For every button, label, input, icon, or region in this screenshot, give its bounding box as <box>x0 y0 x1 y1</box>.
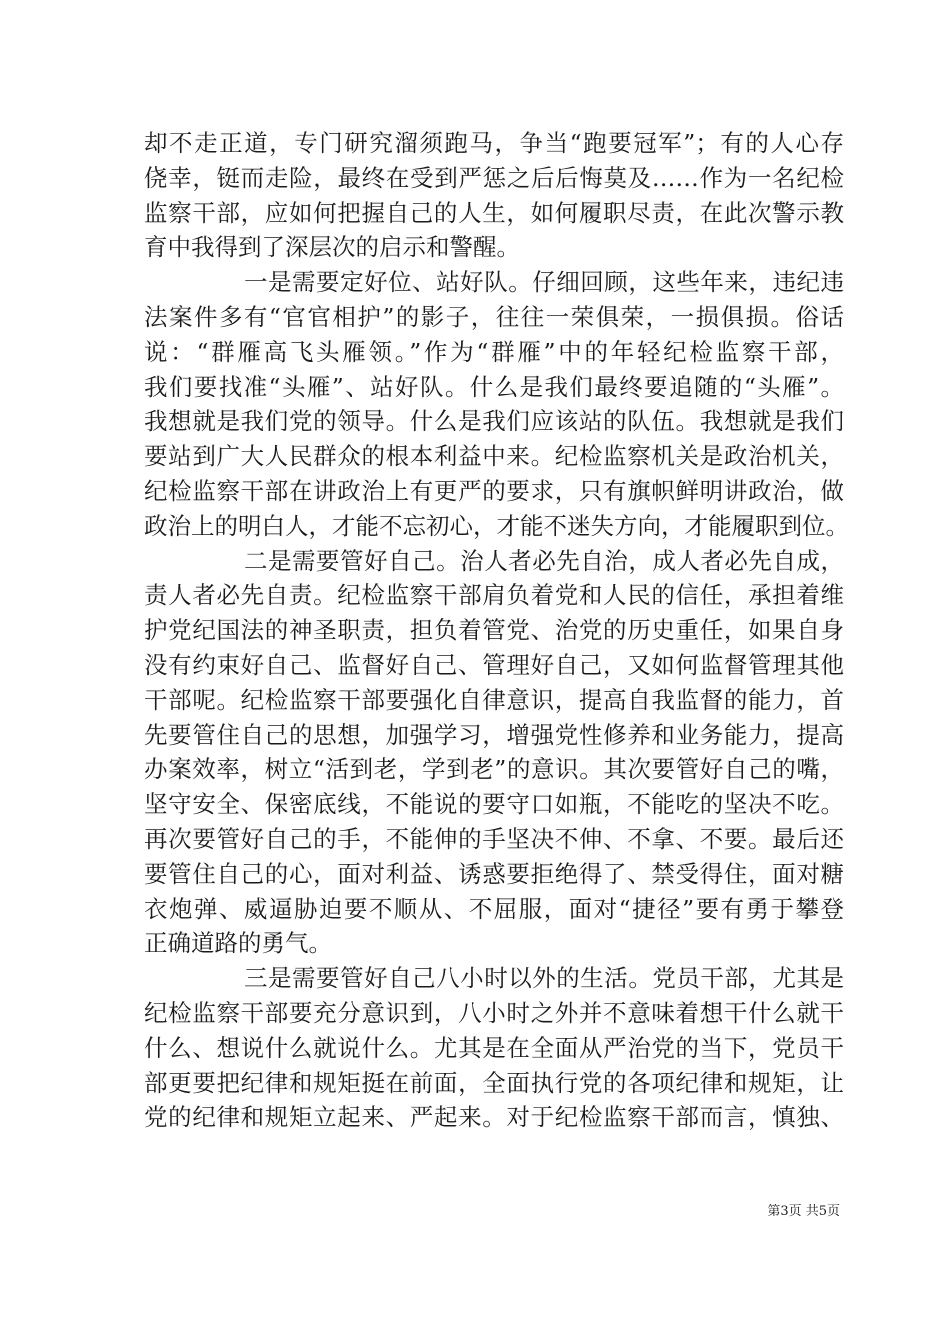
text-line: 干部呢。纪检监察干部要强化自律意识，提高自我监督的能力，首 <box>144 685 844 714</box>
text-line: 坚守安全、保密底线，不能说的要守口如瓶，不能吃的坚决不吃。 <box>144 790 844 819</box>
text-line: 法案件多有“官官相护”的影子，往往一荣俱荣，一损俱损。俗话 <box>144 302 844 331</box>
text-line: 要站到广大人民群众的根本利益中来。纪检监察机关是政治机关， <box>144 442 844 471</box>
text-line: 先要管住自己的思想，加强学习，增强党性修养和业务能力，提高 <box>144 720 844 749</box>
text-line: 我想就是我们党的领导。什么是我们应该站的队伍。我想就是我们 <box>144 407 844 436</box>
text-line: 监察干部，应如何把握自己的人生，如何履职尽责，在此次警示教 <box>144 198 844 227</box>
text-line: 纪检监察干部在讲政治上有更严的要求，只有旗帜鲜明讲政治，做 <box>144 476 844 505</box>
text-line: 却不走正道，专门研究溜须跑马，争当“跑要冠军”；有的人心存 <box>144 129 844 157</box>
text-line: 育中我得到了深层次的启示和警醒。 <box>144 233 520 262</box>
text-line: 部更要把纪律和规矩挺在前面，全面执行党的各项纪律和规矩，让 <box>144 1068 844 1097</box>
text-line: 责人者必先自责。纪检监察干部肩负着党和人民的信任，承担着维 <box>144 581 844 610</box>
text-line: 没有约束好自己、监督好自己、管理好自己，又如何监督管理其他 <box>144 650 844 679</box>
text-line: 再次要管好自己的手，不能伸的手坚决不伸、不拿、不要。最后还 <box>144 824 844 853</box>
text-line: 说：“群雁高飞头雁领。”作为“群雁”中的年轻纪检监察干部， <box>144 337 844 366</box>
text-line: 正确道路的勇气。 <box>144 929 332 958</box>
text-line: 纪检监察干部要充分意识到，八小时之外并不意味着想干什么就干 <box>144 998 844 1027</box>
text-line: 办案效率，树立“活到老，学到老”的意识。其次要管好自己的嘴， <box>144 755 844 784</box>
text-line: 我们要找准“头雁”、站好队。什么是我们最终要追随的“头雁”。 <box>144 372 844 401</box>
document-body <box>144 126 849 1135</box>
page-number-footer: 第3页 共5页 <box>767 1204 840 1219</box>
paragraph-heading-3: 三是需要管好自己八小时以外的生活。党员干部，尤其是 <box>244 964 844 993</box>
paragraph-heading-2: 二是需要管好自己。治人者必先自治，成人者必先自成， <box>244 546 844 575</box>
text-line: 政治上的明白人，才能不忘初心，才能不迷失方向，才能履职到位。 <box>144 511 849 540</box>
text-line: 要管住自己的心，面对利益、诱惑要拒绝得了、禁受得住，面对糖 <box>144 859 844 888</box>
text-line: 衣炮弹、威逼胁迫要不顺从、不屈服，面对“捷径”要有勇于攀登 <box>144 894 844 923</box>
text-line: 什么、想说什么就说什么。尤其是在全面从严治党的当下，党员干 <box>144 1033 844 1062</box>
paragraph-heading-1: 一是需要定好位、站好队。仔细回顾，这些年来，违纪违 <box>244 268 844 297</box>
text-line: 党的纪律和规矩立起来、严起来。对于纪检监察干部而言，慎独、 <box>144 1103 844 1132</box>
text-line: 侥幸，铤而走险，最终在受到严惩之后后悔莫及……作为一名纪检 <box>144 163 844 192</box>
text-line: 护党纪国法的神圣职责，担负着管党、治党的历史重任，如果自身 <box>144 616 844 645</box>
